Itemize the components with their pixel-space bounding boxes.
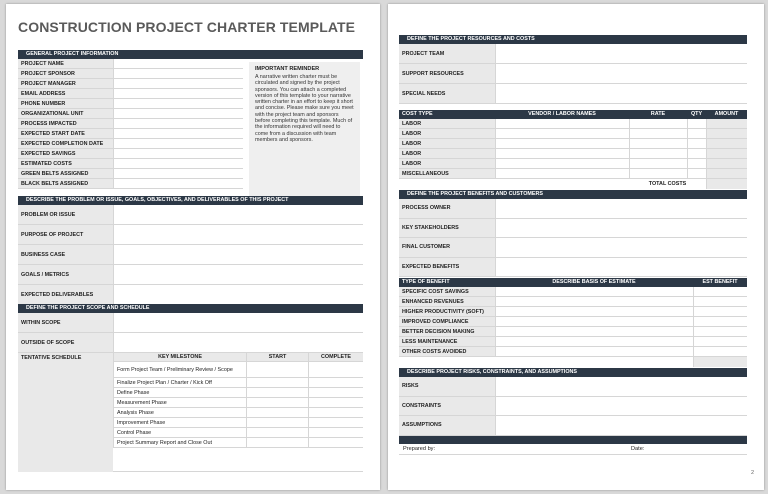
field-label: RISKS: [399, 377, 495, 396]
qty-cell[interactable]: [687, 139, 706, 148]
qty-cell[interactable]: [687, 129, 706, 138]
field-label: EXPECTED SAVINGS: [18, 149, 113, 158]
field-value[interactable]: [113, 169, 243, 178]
col-vendor-labor: VENDOR / LABOR NAMES: [528, 111, 596, 117]
field-value[interactable]: [113, 179, 243, 188]
field-label: EXPECTED COMPLETION DATE: [18, 139, 113, 148]
field-row: [18, 179, 243, 189]
field-row: [18, 119, 243, 129]
important-reminder: [249, 62, 360, 198]
milestone-complete[interactable]: [308, 428, 363, 437]
field-row: [18, 225, 363, 245]
field-value[interactable]: [495, 64, 747, 83]
scope-table: [18, 313, 363, 353]
milestone-start[interactable]: [246, 398, 308, 407]
col-complete: COMPLETE: [308, 353, 363, 361]
field-row: [18, 109, 243, 119]
field-value[interactable]: [113, 265, 363, 284]
field-value[interactable]: [495, 238, 747, 257]
field-value[interactable]: [113, 285, 363, 304]
basis-cell[interactable]: [495, 347, 693, 356]
cost-type: LABOR: [399, 159, 495, 168]
field-row: [399, 219, 747, 239]
milestone-name: Finalize Project Plan / Charter / Kick Off: [113, 378, 246, 387]
reminder-body: A narrative written charter must be circulated and signed by the project sponsors. You can attach a completed version of this template to your narrative written charter in an effort to keep it short and concise. Please make sure you meet with the project team and sponsors before completing this template. Much of the information required will need to come from a discussion with team members and sponsors.: [255, 74, 354, 143]
page-1: [6, 4, 380, 490]
milestone-complete[interactable]: [308, 398, 363, 407]
schedule-label: TENTATIVE SCHEDULE: [18, 353, 113, 472]
cost-row: [399, 159, 747, 169]
field-row: [18, 245, 363, 265]
col-basis-of-estimate: DESCRIBE BASIS OF ESTIMATE: [552, 279, 636, 285]
field-row: [18, 313, 363, 333]
milestone-name: Project Summary Report and Close Out: [113, 438, 246, 447]
footer-divider: [399, 436, 747, 444]
benefits-header: DEFINE THE PROJECT BENEFITS AND CUSTOMERS: [399, 190, 747, 199]
field-value[interactable]: [495, 44, 747, 63]
field-label: EXPECTED DELIVERABLES: [18, 285, 113, 304]
col-est-benefit: EST BENEFIT: [702, 279, 738, 285]
milestone-name: Define Phase: [113, 388, 246, 397]
field-label: PHONE NUMBER: [18, 99, 113, 108]
rate-cell[interactable]: [629, 139, 687, 148]
qty-cell[interactable]: [687, 149, 706, 158]
benefit-type: SPECIFIC COST SAVINGS: [399, 287, 495, 296]
field-value[interactable]: [495, 199, 747, 218]
cost-row: [399, 139, 747, 149]
schedule-table: [18, 353, 363, 472]
field-label: BUSINESS CASE: [18, 245, 113, 264]
est-benefit-cell[interactable]: [693, 317, 747, 326]
field-value[interactable]: [113, 149, 243, 158]
field-label: FINAL CUSTOMER: [399, 238, 495, 257]
vendor-cell[interactable]: [495, 169, 629, 178]
vendor-cell[interactable]: [495, 159, 629, 168]
field-value[interactable]: [495, 397, 747, 416]
milestone-row: [113, 418, 363, 428]
milestone-start[interactable]: [246, 362, 308, 377]
basis-cell[interactable]: [495, 337, 693, 346]
field-label: SPECIAL NEEDS: [399, 84, 495, 103]
signature-row: [399, 444, 747, 455]
est-benefit-cell[interactable]: [693, 347, 747, 356]
benefit-type-row: [399, 317, 747, 327]
milestone-start[interactable]: [246, 408, 308, 417]
field-row: [399, 64, 747, 84]
field-value[interactable]: [113, 79, 243, 88]
benefit-total-spacer: [399, 357, 693, 367]
basis-cell[interactable]: [495, 327, 693, 336]
field-row: [18, 89, 243, 99]
benefit-type: LESS MAINTENANCE: [399, 337, 495, 346]
milestone-start[interactable]: [246, 418, 308, 427]
scope-section-header: DEFINE THE PROJECT SCOPE AND SCHEDULE: [18, 304, 363, 313]
amount-cell: [706, 169, 747, 178]
page-2: [388, 4, 764, 490]
benefit-total-row: [399, 357, 747, 367]
rate-cell[interactable]: [629, 169, 687, 178]
milestone-row: [113, 438, 363, 448]
field-value[interactable]: [495, 416, 747, 435]
benefit-type-row: [399, 287, 747, 297]
benefit-type: HIGHER PRODUCTIVITY (SOFT): [399, 307, 495, 316]
milestone-name: Analysis Phase: [113, 408, 246, 417]
field-label: PROBLEM OR ISSUE: [18, 205, 113, 224]
benefit-types-table: [399, 287, 747, 367]
est-benefit-cell[interactable]: [693, 327, 747, 336]
basis-cell[interactable]: [495, 287, 693, 296]
field-row: [18, 159, 243, 169]
qty-cell[interactable]: [687, 119, 706, 128]
benefit-type: ENHANCED REVENUES: [399, 297, 495, 306]
cost-type: LABOR: [399, 149, 495, 158]
field-row: [18, 169, 243, 179]
col-type-of-benefit: TYPE OF BENEFIT: [402, 279, 450, 285]
page-title: CONSTRUCTION PROJECT CHARTER TEMPLATE: [18, 19, 356, 35]
page-number: 2: [750, 470, 754, 476]
milestone-row: [113, 398, 363, 408]
field-label: OUTSIDE OF SCOPE: [18, 333, 113, 352]
field-value[interactable]: [113, 99, 243, 108]
prepared-by-label[interactable]: Prepared by:: [403, 446, 436, 452]
field-value[interactable]: [113, 59, 243, 68]
amount-cell: [706, 149, 747, 158]
costs-table: [399, 119, 747, 189]
field-label: PROJECT MANAGER: [18, 79, 113, 88]
benefit-type: BETTER DECISION MAKING: [399, 327, 495, 336]
cost-type: LABOR: [399, 129, 495, 138]
field-value[interactable]: [113, 109, 243, 118]
field-value[interactable]: [113, 129, 243, 138]
milestone-complete[interactable]: [308, 438, 363, 447]
milestone-complete[interactable]: [308, 418, 363, 427]
field-value[interactable]: [495, 258, 747, 277]
col-qty: QTY: [690, 111, 703, 117]
schedule-header-row: [113, 353, 363, 362]
est-benefit-cell[interactable]: [693, 307, 747, 316]
field-row: [399, 397, 747, 417]
basis-cell[interactable]: [495, 297, 693, 306]
field-label: PROJECT SPONSOR: [18, 69, 113, 78]
cost-row: [399, 149, 747, 159]
vendor-cell[interactable]: [495, 119, 629, 128]
field-label: CONSTRAINTS: [399, 397, 495, 416]
field-row: [18, 149, 243, 159]
field-row: [18, 333, 363, 353]
rate-cell[interactable]: [629, 159, 687, 168]
field-value[interactable]: [495, 219, 747, 238]
vendor-cell[interactable]: [495, 129, 629, 138]
field-value[interactable]: [113, 313, 363, 332]
date-label[interactable]: Date:: [631, 446, 645, 452]
field-label: BLACK BELTS ASSIGNED: [18, 179, 113, 188]
field-row: [18, 139, 243, 149]
problem-section-header: DESCRIBE THE PROBLEM OR ISSUE, GOALS, OBJECTIVES, AND DELIVERABLES OF THIS PROJECT: [18, 196, 363, 205]
field-label: GOALS / METRICS: [18, 265, 113, 284]
field-label: PROCESS IMPACTED: [18, 119, 113, 128]
benefit-total-value: [693, 357, 747, 367]
benefit-type-row: [399, 307, 747, 317]
field-value[interactable]: [113, 119, 243, 128]
field-label: PROJECT NAME: [18, 59, 113, 68]
resources-header: DEFINE THE PROJECT RESOURCES AND COSTS: [399, 35, 747, 44]
est-benefit-cell[interactable]: [693, 337, 747, 346]
total-costs-label: TOTAL COSTS: [648, 181, 687, 187]
field-label: ORGANIZATIONAL UNIT: [18, 109, 113, 118]
milestone-row: [113, 362, 363, 378]
milestone-complete[interactable]: [308, 378, 363, 387]
field-row: [18, 59, 243, 69]
milestone-list: [113, 362, 363, 448]
benefit-type-row: [399, 297, 747, 307]
risks-header: DESCRIBE PROJECT RISKS, CONSTRAINTS, AND ASSUMPTIONS: [399, 368, 747, 377]
total-spacer: [399, 179, 629, 189]
amount-cell: [706, 139, 747, 148]
rate-cell[interactable]: [629, 129, 687, 138]
cost-type: LABOR: [399, 139, 495, 148]
field-value[interactable]: [113, 333, 363, 352]
problem-table: [18, 205, 363, 305]
field-row: [18, 79, 243, 89]
field-value[interactable]: [113, 159, 243, 168]
field-value[interactable]: [113, 205, 363, 224]
milestone-name: Measurement Phase: [113, 398, 246, 407]
field-row: [18, 285, 363, 305]
benefit-type-row: [399, 347, 747, 357]
cost-row: [399, 129, 747, 139]
field-row: [399, 258, 747, 278]
field-row: [399, 238, 747, 258]
basis-cell[interactable]: [495, 317, 693, 326]
amount-cell: [706, 119, 747, 128]
milestone-name: Improvement Phase: [113, 418, 246, 427]
col-amount: AMOUNT: [714, 111, 739, 117]
field-label: GREEN BELTS ASSIGNED: [18, 169, 113, 178]
milestone-complete[interactable]: [308, 408, 363, 417]
field-row: [399, 199, 747, 219]
amount-cell: [706, 129, 747, 138]
general-info-header: GENERAL PROJECT INFORMATION: [18, 50, 363, 59]
benefits-table: [399, 199, 747, 277]
benefit-types-header-row: [399, 278, 747, 287]
field-label: KEY STAKEHOLDERS: [399, 219, 495, 238]
qty-cell[interactable]: [687, 159, 706, 168]
milestone-row: [113, 408, 363, 418]
col-start: START: [246, 353, 308, 361]
milestone-row: [113, 428, 363, 438]
milestone-name: Form Project Team / Preliminary Review / Scope: [113, 362, 246, 377]
col-rate: RATE: [650, 111, 666, 117]
milestone-row: [113, 378, 363, 388]
field-value[interactable]: [495, 84, 747, 103]
field-label: PROJECT TEAM: [399, 44, 495, 63]
cost-row: [399, 169, 747, 179]
amount-cell: [706, 159, 747, 168]
field-label: WITHIN SCOPE: [18, 313, 113, 332]
field-label: PROCESS OWNER: [399, 199, 495, 218]
milestone-name: Control Phase: [113, 428, 246, 437]
benefit-type-row: [399, 337, 747, 347]
field-row: [18, 69, 243, 79]
benefit-type: OTHER COSTS AVOIDED: [399, 347, 495, 356]
rate-cell[interactable]: [629, 149, 687, 158]
milestone-start[interactable]: [246, 428, 308, 437]
col-cost-type: COST TYPE: [402, 111, 433, 117]
milestone-complete[interactable]: [308, 388, 363, 397]
field-label: EXPECTED START DATE: [18, 129, 113, 138]
milestone-row: [113, 388, 363, 398]
rate-cell[interactable]: [629, 119, 687, 128]
cost-type: LABOR: [399, 119, 495, 128]
field-row: [399, 84, 747, 104]
field-row: [399, 377, 747, 397]
field-row: [18, 99, 243, 109]
total-costs-value: [706, 179, 747, 189]
col-key-milestone: KEY MILESTONE: [113, 353, 246, 361]
cost-row: [399, 119, 747, 129]
field-label: ASSUMPTIONS: [399, 416, 495, 435]
risks-table: [399, 377, 747, 436]
field-value[interactable]: [113, 89, 243, 98]
field-value[interactable]: [113, 225, 363, 244]
total-costs-row: [399, 179, 747, 189]
est-benefit-cell[interactable]: [693, 287, 747, 296]
est-benefit-cell[interactable]: [693, 297, 747, 306]
field-value[interactable]: [495, 377, 747, 396]
field-value[interactable]: [113, 245, 363, 264]
field-row: [18, 265, 363, 285]
vendor-cell[interactable]: [495, 139, 629, 148]
field-label: PURPOSE OF PROJECT: [18, 225, 113, 244]
field-value[interactable]: [113, 139, 243, 148]
cost-type: MISCELLANEOUS: [399, 169, 495, 178]
benefit-type-row: [399, 327, 747, 337]
milestone-start[interactable]: [246, 438, 308, 447]
basis-cell[interactable]: [495, 307, 693, 316]
milestone-start[interactable]: [246, 388, 308, 397]
resources-table: [399, 44, 747, 104]
field-label: ESTIMATED COSTS: [18, 159, 113, 168]
reminder-title: IMPORTANT REMINDER: [255, 66, 320, 72]
field-label: SUPPORT RESOURCES: [399, 64, 495, 83]
benefit-type: IMPROVED COMPLIANCE: [399, 317, 495, 326]
general-info-table: [18, 59, 243, 189]
costs-header-row: [399, 110, 747, 119]
qty-cell[interactable]: [687, 169, 706, 178]
vendor-cell[interactable]: [495, 149, 629, 158]
field-label: EXPECTED BENEFITS: [399, 258, 495, 277]
field-row: [399, 44, 747, 64]
field-row: [399, 416, 747, 436]
field-row: [18, 129, 243, 139]
milestone-start[interactable]: [246, 378, 308, 387]
field-value[interactable]: [113, 69, 243, 78]
field-row: [18, 205, 363, 225]
milestone-complete[interactable]: [308, 362, 363, 377]
field-label: EMAIL ADDRESS: [18, 89, 113, 98]
